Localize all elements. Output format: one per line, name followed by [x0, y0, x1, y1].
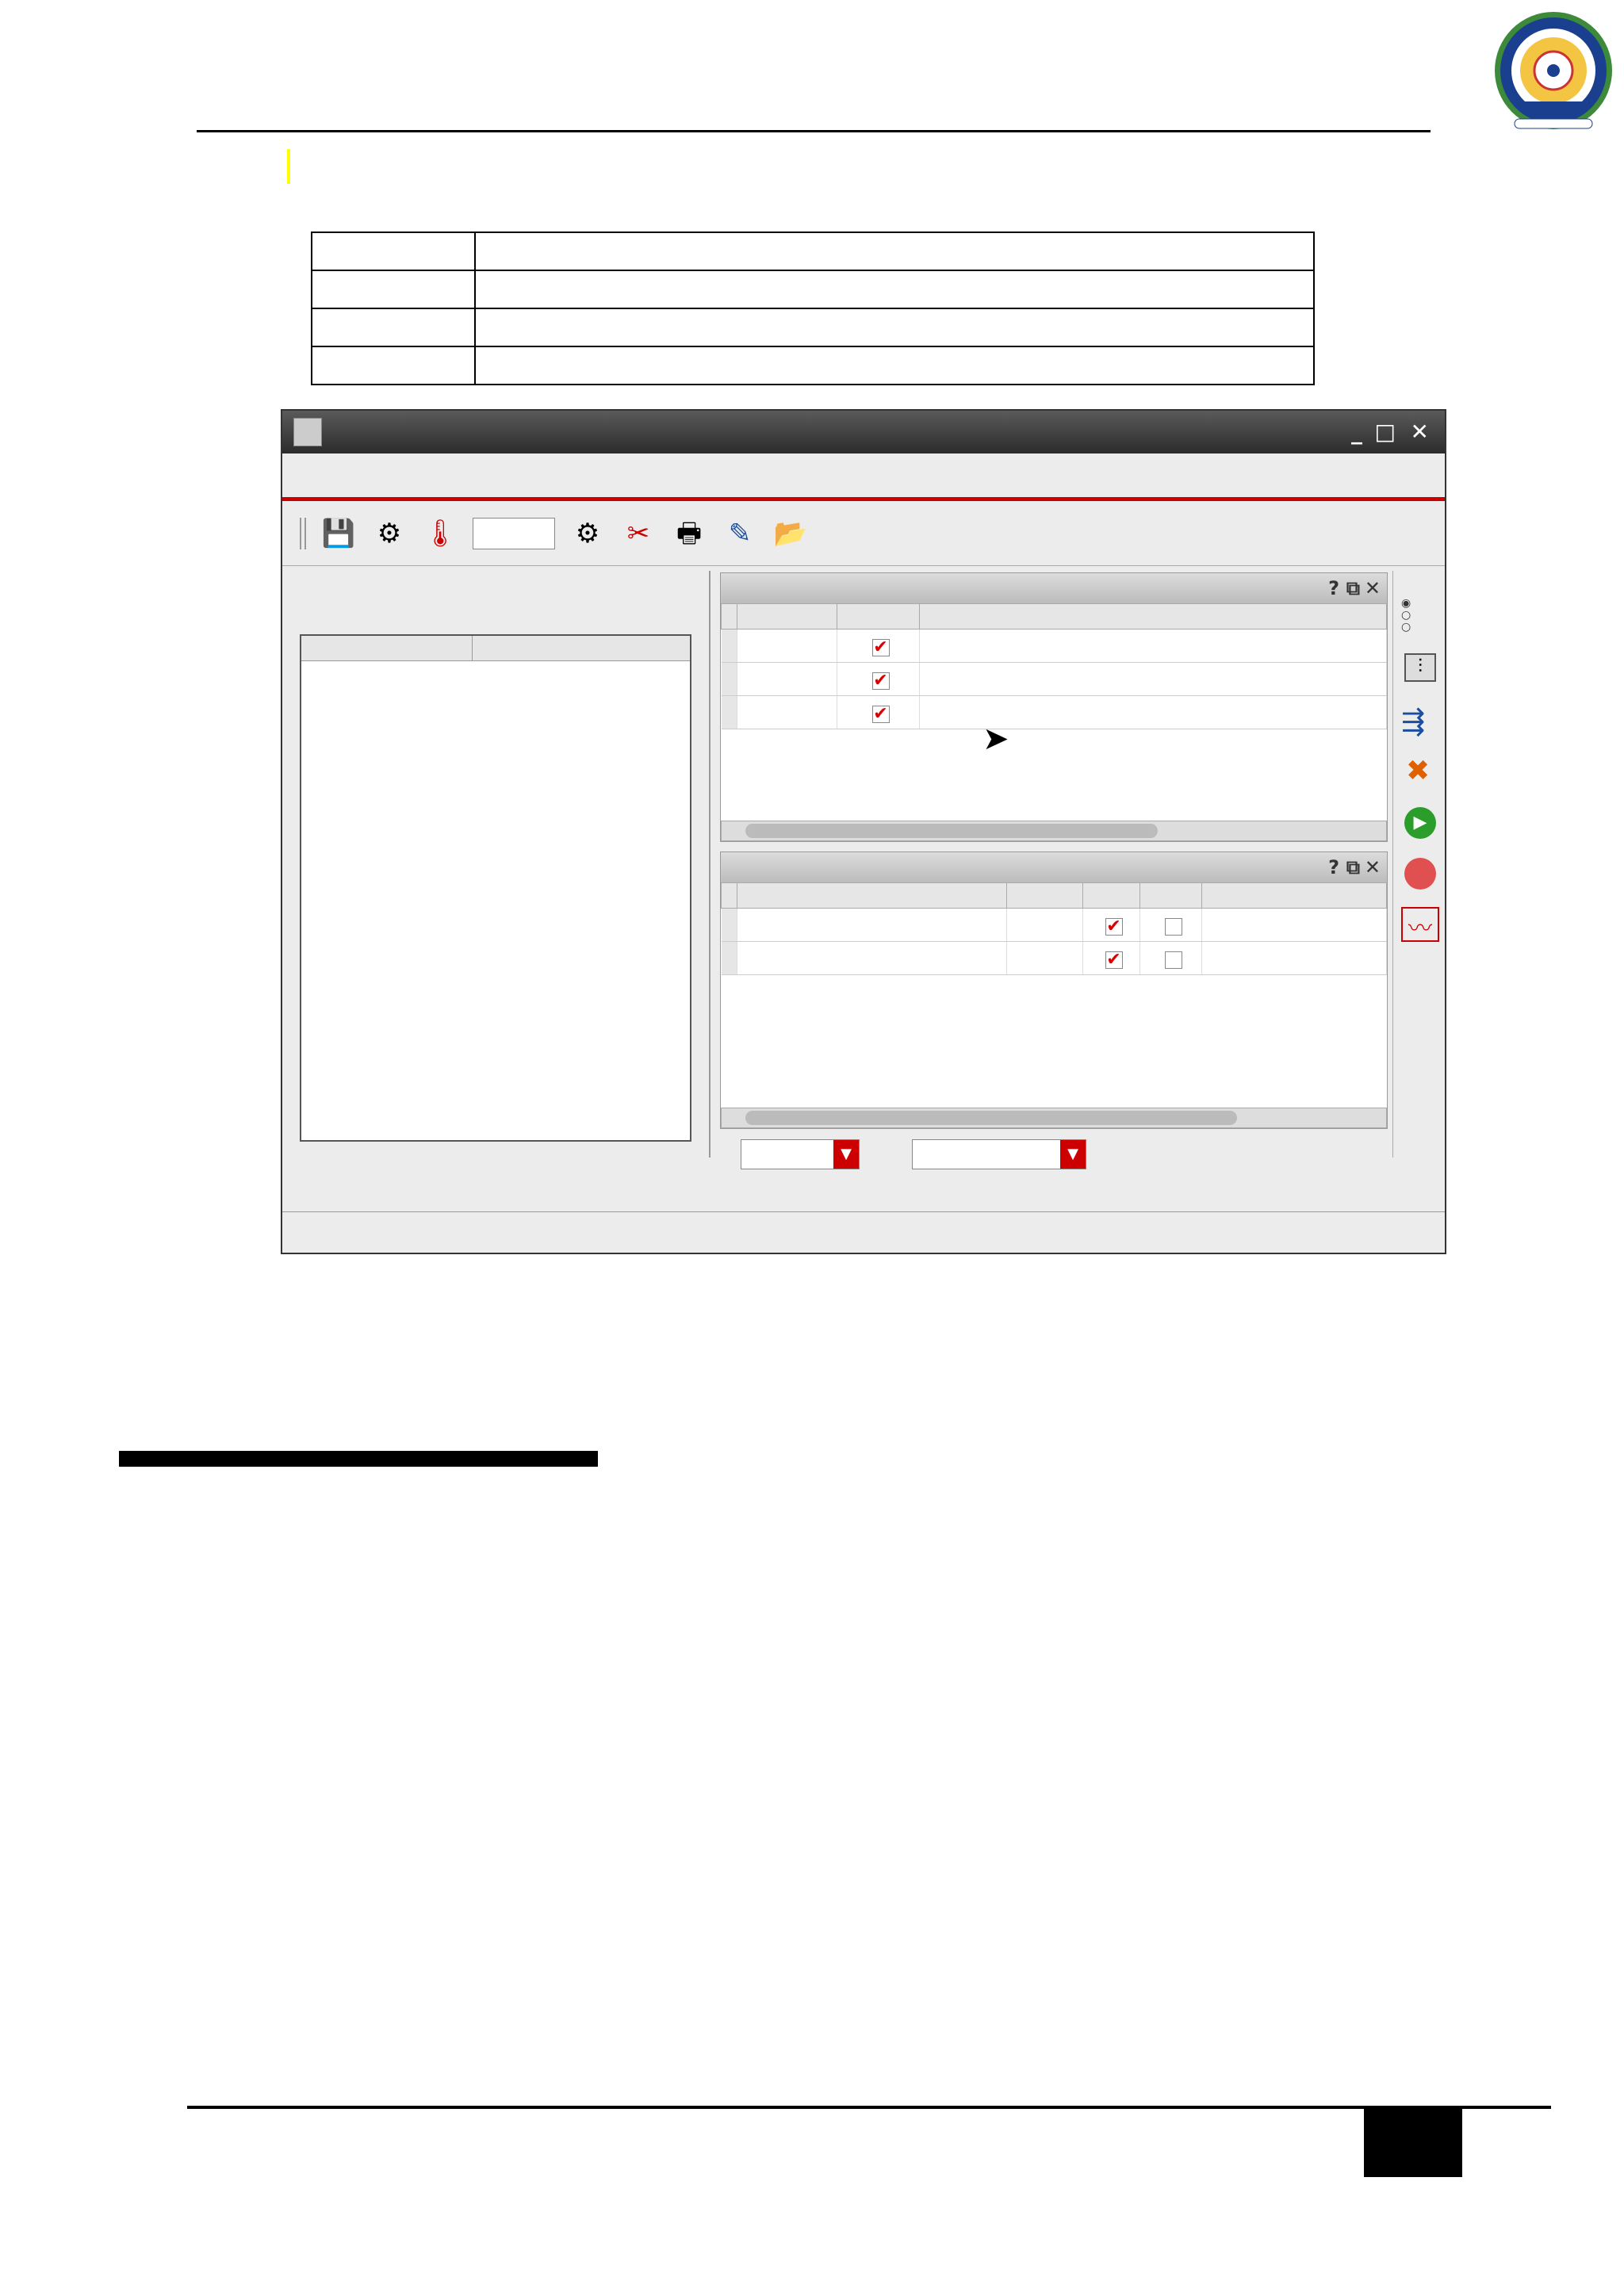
scrollbar-thumb[interactable] [745, 1111, 1237, 1125]
design-variables-table[interactable] [300, 634, 691, 1142]
table-row [312, 270, 1314, 308]
plot-mode-select[interactable] [912, 1139, 1086, 1169]
col-index [722, 604, 737, 629]
row-index [722, 629, 737, 663]
step5-paragraph [270, 1288, 1396, 1326]
analyses-panel-header [721, 573, 1387, 603]
help-icon[interactable]: ? [1328, 577, 1339, 599]
analysis-cell [312, 308, 475, 346]
ac-title-bar [119, 1451, 598, 1467]
requirements-table [311, 232, 1315, 385]
connect-icon[interactable]: ⇶ [1401, 706, 1426, 738]
open-folder-icon[interactable]: 📂 [773, 517, 808, 549]
status-bar [282, 1211, 1445, 1253]
chevron-down-icon[interactable]: ▼ [1060, 1140, 1086, 1169]
analysis-type[interactable] [737, 629, 837, 663]
chevron-down-icon[interactable]: ▼ [833, 1140, 859, 1169]
table-row[interactable] [722, 909, 1387, 942]
col-plot[interactable] [1083, 883, 1140, 909]
footer-rule [187, 2106, 1551, 2109]
output-name[interactable] [737, 909, 1007, 942]
side-toolbar [1392, 571, 1445, 1158]
col-name[interactable] [737, 883, 1007, 909]
analysis-type[interactable] [737, 696, 837, 729]
save-checkbox[interactable] [1165, 951, 1182, 969]
analysis-args[interactable] [920, 629, 1387, 663]
dv-col-value[interactable] [473, 636, 690, 660]
row-index [722, 663, 737, 696]
analyses-panel [720, 572, 1388, 842]
temperature-icon: 🌡 [423, 517, 458, 549]
temperature-input[interactable] [473, 518, 555, 549]
help-icon[interactable]: ? [1328, 856, 1339, 878]
plot-after-select[interactable] [741, 1139, 860, 1169]
dc-response-plot [1077, 1451, 1553, 2085]
col-index [722, 883, 737, 909]
plot-cell [1083, 942, 1140, 975]
stop-simulation-icon[interactable] [1404, 858, 1436, 890]
row-index [722, 909, 737, 942]
netlist-icon[interactable]: 🖶 [676, 517, 703, 549]
run-simulation-icon[interactable]: ▶ [1404, 807, 1436, 839]
probe-icon[interactable]: ✂ [626, 517, 650, 549]
row-index [722, 942, 737, 975]
menu-bar [282, 453, 1445, 501]
values-cell [475, 346, 1314, 385]
output-value [1007, 942, 1083, 975]
analyses-table [721, 603, 1387, 729]
enable-cell [837, 696, 920, 729]
toolbar [282, 501, 1445, 566]
tune-icon[interactable]: ⫶ [1404, 653, 1436, 682]
outputs-panel-header [721, 852, 1387, 882]
minimize-icon[interactable]: _ [1351, 419, 1362, 445]
table-row[interactable] [722, 942, 1387, 975]
col-save[interactable] [1140, 883, 1202, 909]
plot-cell [1083, 909, 1140, 942]
window-titlebar [282, 411, 1445, 453]
plot-outputs-icon[interactable]: 〰 [1401, 907, 1439, 942]
dv-col-name[interactable] [301, 636, 473, 660]
ade-window [281, 409, 1446, 1254]
analysis-args[interactable] [920, 663, 1387, 696]
outputs-scrollbar[interactable] [721, 1108, 1387, 1128]
window-app-icon[interactable] [293, 418, 322, 446]
analysis-cell [312, 270, 475, 308]
values-cell [475, 308, 1314, 346]
radio-dc[interactable]: ○ [1401, 609, 1411, 622]
table-header-values [475, 232, 1314, 270]
outputs-panel [720, 851, 1388, 1129]
ac-chart-svg [119, 1467, 598, 2101]
design-variables-panel [282, 571, 710, 1158]
edit-icon[interactable]: ✎ [728, 517, 752, 549]
delete-icon[interactable]: ✖ [1406, 755, 1431, 787]
load-state-icon[interactable]: ⚙ [377, 517, 402, 549]
output-name[interactable] [737, 942, 1007, 975]
save-options[interactable] [1202, 942, 1387, 975]
table-row[interactable] [722, 696, 1387, 729]
table-header-row [312, 232, 1314, 270]
enable-cell [837, 629, 920, 663]
radio-trans[interactable]: ○ [1401, 621, 1411, 633]
tran-title-bar [599, 1451, 1075, 1467]
row-index [722, 696, 737, 729]
panel-close-icon[interactable]: ✕ [1364, 577, 1381, 599]
undock-icon[interactable]: ⧉ [1346, 577, 1360, 599]
analysis-radio-group[interactable] [1401, 598, 1411, 633]
output-value [1007, 909, 1083, 942]
undock-icon[interactable]: ⧉ [1346, 856, 1360, 878]
save-checkbox[interactable] [1165, 918, 1182, 936]
panel-close-icon[interactable]: ✕ [1364, 856, 1381, 878]
col-value[interactable] [1007, 883, 1083, 909]
col-type[interactable] [737, 604, 837, 629]
transient-chart-svg [599, 1467, 1075, 2101]
outputs-table [721, 882, 1387, 975]
page-number-box [1364, 2109, 1462, 2177]
save-cell [1140, 942, 1202, 975]
enable-checkbox[interactable]: ✔ [873, 637, 888, 657]
header-rule [197, 130, 1431, 132]
col-enable[interactable] [837, 604, 920, 629]
values-cell [475, 270, 1314, 308]
table-row[interactable] [722, 663, 1387, 696]
step4-highlight [287, 149, 290, 184]
plot-checkbox[interactable]: ✔ [1106, 949, 1121, 970]
maximize-icon[interactable]: □ [1374, 419, 1396, 445]
transient-response-plot [599, 1451, 1075, 2085]
college-logo [1491, 8, 1616, 133]
plot-settings-row [726, 1137, 1392, 1172]
analysis-type[interactable] [737, 663, 837, 696]
enable-checkbox[interactable]: ✔ [873, 670, 888, 691]
dc-title-bar [1077, 1451, 1553, 1467]
step4-paragraph [270, 147, 1396, 186]
save-cell [1140, 909, 1202, 942]
save-options[interactable] [1202, 909, 1387, 942]
mouse-cursor-icon: ➤ [982, 721, 1009, 757]
table-row [312, 308, 1314, 346]
ac-response-plot [119, 1451, 598, 2085]
toolbar-grip [300, 518, 306, 549]
col-save-options[interactable] [1202, 883, 1387, 909]
dc-chart-svg [1077, 1467, 1553, 2101]
table-row [312, 346, 1314, 385]
analysis-cell [312, 346, 475, 385]
table-row[interactable] [722, 629, 1387, 663]
scrollbar-thumb[interactable] [745, 824, 1158, 838]
close-icon[interactable]: ✕ [1410, 419, 1429, 445]
col-arguments[interactable] [920, 604, 1387, 629]
table-header-analysis [312, 232, 475, 270]
enable-cell [837, 663, 920, 696]
setup-icon[interactable]: ⚙ [575, 517, 600, 549]
radio-ac[interactable]: ◉ [1401, 597, 1411, 610]
save-state-icon[interactable]: 💾 [321, 517, 356, 549]
plot-checkbox[interactable]: ✔ [1106, 916, 1121, 936]
enable-checkbox[interactable]: ✔ [873, 703, 888, 724]
analyses-scrollbar[interactable] [721, 821, 1387, 841]
